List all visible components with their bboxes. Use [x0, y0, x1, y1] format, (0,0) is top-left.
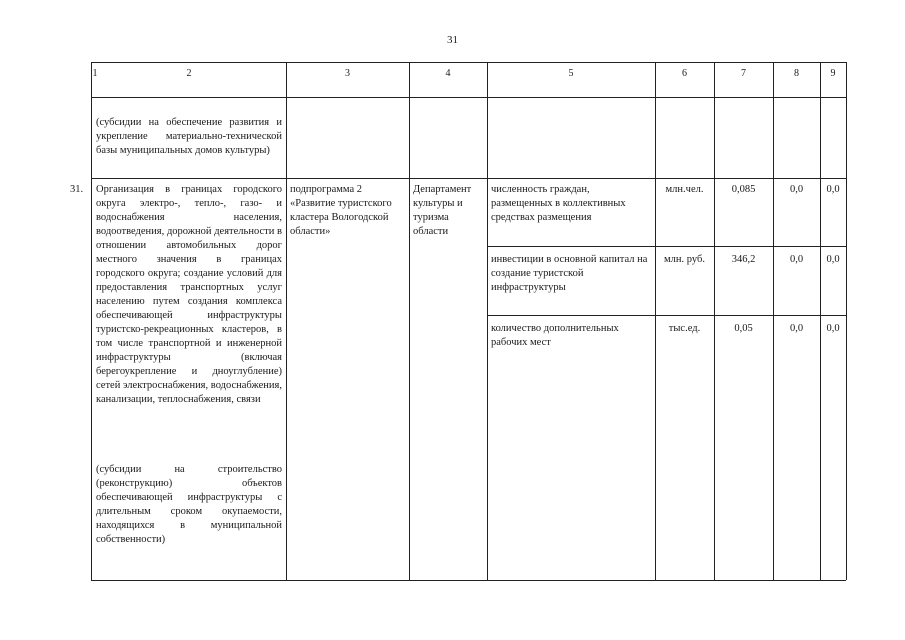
header-col-7: 7	[741, 68, 746, 79]
indicator-name: инвестиции в основной капитал на создание туристской инфраструктуры	[491, 254, 648, 293]
indicator-unit: млн. руб.	[664, 254, 705, 265]
indicator-value-col7: 0,05	[734, 323, 753, 334]
header-col-3: 3	[345, 68, 350, 79]
event-subsidy-note: (субсидии на строительство (реконструкцию) объектов обеспечивающей инфраструктуры с длительным сроком окупаемости, находящихся в муниципальной собственности)	[96, 464, 282, 545]
prev-row-note: (субсидии на обеспечение развития и укрепление материально-технической базы муниципальных домов культуры)	[96, 117, 282, 156]
indicator-unit: млн.чел.	[665, 184, 704, 195]
header-col-4: 4	[445, 68, 451, 79]
indicator-value-col8: 0,0	[789, 323, 804, 334]
indicator-value-col9: 0,0	[826, 184, 840, 195]
page-number: 31	[447, 34, 458, 46]
header-col-2: 2	[186, 68, 192, 79]
header-col-9: 9	[830, 68, 836, 79]
header-col-1: 1	[92, 68, 98, 79]
event-description: Организация в границах городского округа электро-, тепло-, газо- и водоснабжения населения, водоотведения, дорожной деятельности в отношении автомобильных дорог местного значения в границах городского округа; создание условий для предоставления транспортных услуг населению путем создания комплекса обеспечивающей инфраструктуры туристско-рекреационных кластеров, в том числе транспортной и инженерной инфраструктуры (включая берегоукрепление и дноуглубление) сетей электроснабжения, водоснабжения, канализации, теплоснабжения, связи	[96, 184, 282, 405]
indicator-value-col8: 0,0	[789, 184, 804, 195]
indicator-name: численность граждан, размещенных в коллективных средствах размещения	[491, 184, 626, 223]
indicator-value-col9: 0,0	[826, 323, 840, 334]
indicator-value-col7: 0,085	[731, 184, 756, 195]
row-number: 31.	[70, 184, 84, 195]
header-col-8: 8	[794, 68, 799, 79]
indicator-name: количество дополнительных рабочих мест	[491, 323, 619, 348]
header-col-5: 5	[568, 68, 574, 79]
indicator-value-col7: 346,2	[731, 254, 756, 265]
indicator-value-col9: 0,0	[826, 254, 840, 265]
indicator-value-col8: 0,0	[789, 254, 804, 265]
header-col-6: 6	[682, 68, 687, 79]
responsible-department: Департамент культуры и туризма области	[413, 184, 472, 237]
subprogram-name: подпрограмма 2 «Развитие туристского кластера Вологодской области»	[290, 184, 392, 237]
indicator-unit: тыс.ед.	[668, 323, 701, 334]
